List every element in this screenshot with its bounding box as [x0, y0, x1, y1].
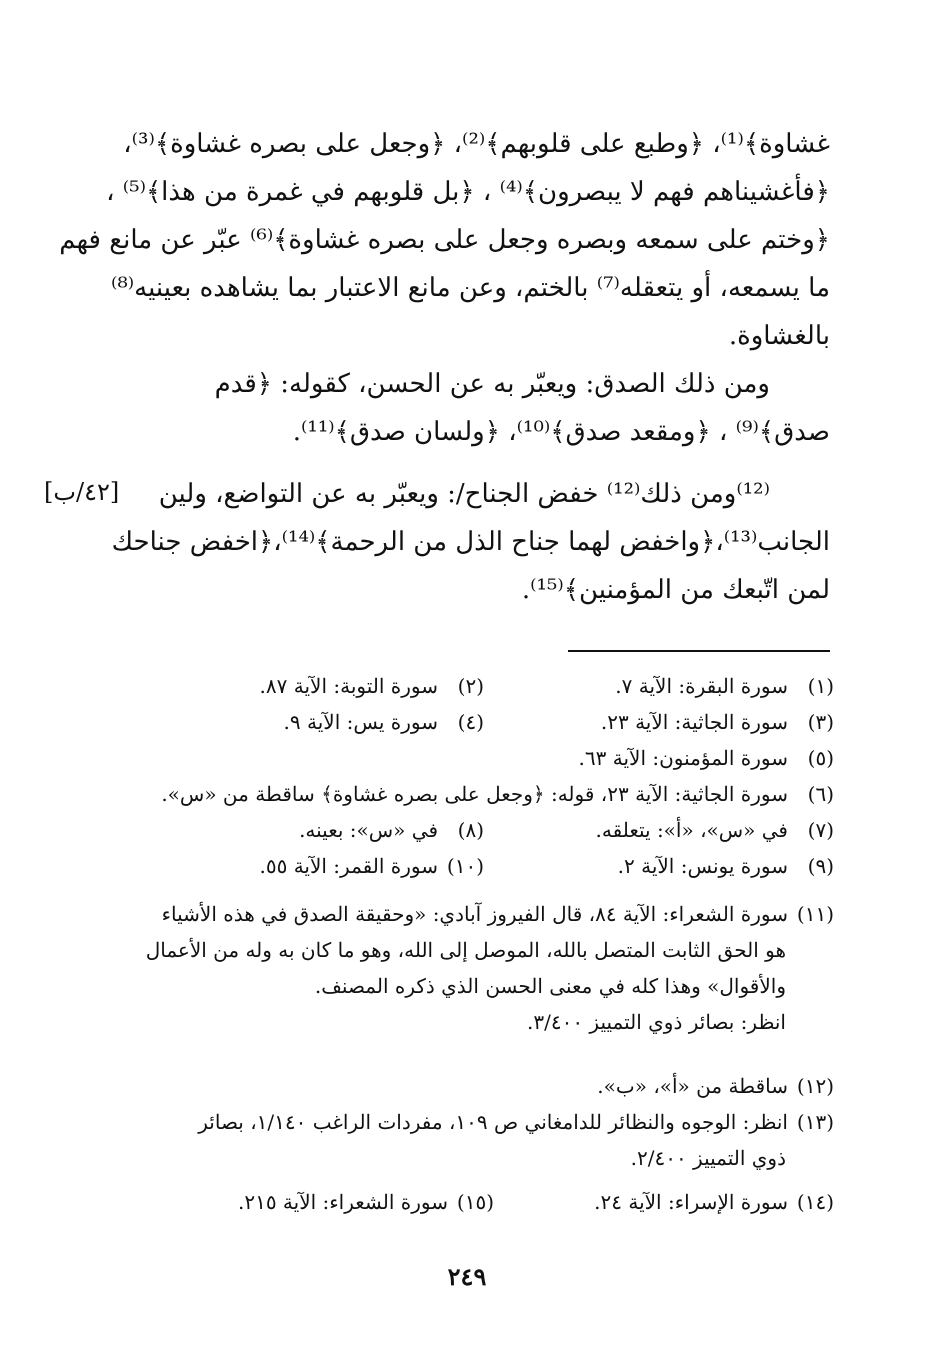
- footnote-1: [615, 668, 834, 704]
- footnote-8: [299, 812, 484, 848]
- footnote-11: [146, 896, 834, 1040]
- manuscript-folio-reference: [٤٢/ب]: [44, 478, 120, 506]
- footnote-separator: [568, 650, 830, 652]
- text-line: ومن ذلك الصدق: ويعبّر به عن الحسن، كقوله: ﴿قدم: [214, 369, 770, 399]
- footnote-text: ساقطة من «أ»، «ب».: [597, 1074, 788, 1098]
- paragraph-2: [140, 360, 830, 456]
- footnote-number: (١٤): [796, 1190, 834, 1214]
- text-line: بالغشاوة.: [728, 321, 830, 351]
- footnote-text: سورة يونس: الآية ٢.: [617, 854, 788, 878]
- footnote-text: والأقوال» وهذا كله في معنى الحسن الذي ذكره المصنف.: [314, 974, 786, 998]
- footnote-7: [596, 812, 834, 848]
- footnote-number: (١٥): [456, 1190, 494, 1214]
- footnote-number: (١٣): [796, 1110, 834, 1134]
- text-line: الجانب⁽¹³⁾،﴿واخفض لهما جناح الذل من الرحمة﴾⁽¹⁴⁾،﴿اخفض جناحك: [111, 527, 830, 557]
- footnote-9: [618, 848, 834, 884]
- footnote-number: (٢): [457, 674, 484, 698]
- footnote-number: (٩): [807, 854, 834, 878]
- text-line: ما يسمعه، أو يتعقله⁽⁷⁾ بالختم، وعن مانع الاعتبار بما يشاهده بعينيه⁽⁸⁾: [110, 273, 830, 303]
- footnote-number: (١): [807, 674, 834, 698]
- footnote-number: (١٢): [796, 1074, 834, 1098]
- footnote-text: سورة القمر: الآية ٥٥.: [259, 854, 438, 878]
- footnote-6: [161, 776, 834, 812]
- text-line: صدق﴾⁽⁹⁾ ، ﴿ومقعد صدق﴾⁽¹⁰⁾، ﴿ولسان صدق﴾⁽¹¹⁾.: [292, 417, 830, 447]
- text-line: لمن اتّبعك من المؤمنين﴾⁽¹⁵⁾.: [521, 575, 830, 605]
- paragraph-1: [59, 120, 830, 360]
- text-line: ﴿فأغشيناهم فهم لا يبصرون﴾⁽⁴⁾ ، ﴿بل قلوبهم في غمرة من هذا﴾⁽⁵⁾ ،: [106, 177, 830, 207]
- footnote-text: سورة الجاثية: الآية ٢٣، قوله: ﴿وجعل على بصره غشاوة﴾ ساقطة من «س».: [161, 782, 788, 806]
- footnote-number: (٤): [457, 710, 484, 734]
- paragraph-3: [111, 470, 830, 614]
- footnote-3: [601, 704, 834, 740]
- footnote-text: في «س»، «أ»: يتعلقه.: [595, 818, 788, 842]
- footnote-number: (٣): [807, 710, 834, 734]
- footnote-number: (١٠): [446, 854, 484, 878]
- footnote-text: سورة البقرة: الآية ٧.: [615, 674, 788, 698]
- footnote-12: [597, 1068, 834, 1104]
- text-line: غشاوة﴾⁽¹⁾، ﴿وطبع على قلوبهم﴾⁽²⁾، ﴿وجعل على بصره غشاوة﴾⁽³⁾،: [123, 129, 830, 159]
- page-number: ٢٤٩: [447, 1262, 487, 1291]
- footnote-text: ذوي التمييز ٢/٤٠٠.: [630, 1146, 786, 1170]
- footnote-number: (٨): [457, 818, 484, 842]
- footnote-14: [594, 1184, 834, 1220]
- footnote-13: [198, 1104, 834, 1176]
- footnote-text: سورة المؤمنون: الآية ٦٣.: [578, 746, 788, 770]
- footnote-text: انظر: الوجوه والنظائر للدامغاني ص ١٠٩، مفردات الراغب ١/١٤٠، بصائر: [198, 1110, 788, 1134]
- footnote-5: [579, 740, 834, 776]
- text-line: ⁽¹²⁾ومن ذلك⁽¹²⁾ خفض الجناح/: ويعبّر به عن التواضع، ولين: [158, 479, 770, 509]
- footnote-number: (١١): [796, 902, 834, 926]
- footnote-text: سورة الجاثية: الآية ٢٣.: [600, 710, 788, 734]
- footnote-number: (٦): [807, 782, 834, 806]
- footnote-text: هو الحق الثابت المتصل بالله، الموصل إلى الله، وهو ما كان به وله من الأعمال: [145, 938, 786, 962]
- footnote-text: في «س»: بعينه.: [299, 818, 438, 842]
- footnote-number: (٥): [807, 746, 834, 770]
- text-line: ﴿وختم على سمعه وبصره وجعل على بصره غشاوة﴾⁽⁶⁾ عبّر عن مانع فهم: [59, 225, 830, 255]
- footnote-text: سورة التوبة: الآية ٨٧.: [259, 674, 438, 698]
- footnote-number: (٧): [807, 818, 834, 842]
- footnote-text: سورة الشعراء: الآية ٨٤، قال الفيروز آبادي: «وحقيقة الصدق في هذه الأشياء: [161, 902, 788, 926]
- footnote-text: سورة الشعراء: الآية ٢١٥.: [237, 1190, 448, 1214]
- footnote-text: سورة يس: الآية ٩.: [283, 710, 438, 734]
- footnote-4: [284, 704, 484, 740]
- footnote-10: [260, 848, 485, 884]
- footnote-text: انظر: بصائر ذوي التمييز ٣/٤٠٠.: [527, 1010, 786, 1034]
- footnote-2: [260, 668, 484, 704]
- footnote-text: سورة الإسراء: الآية ٢٤.: [594, 1190, 788, 1214]
- footnote-15: [238, 1184, 494, 1220]
